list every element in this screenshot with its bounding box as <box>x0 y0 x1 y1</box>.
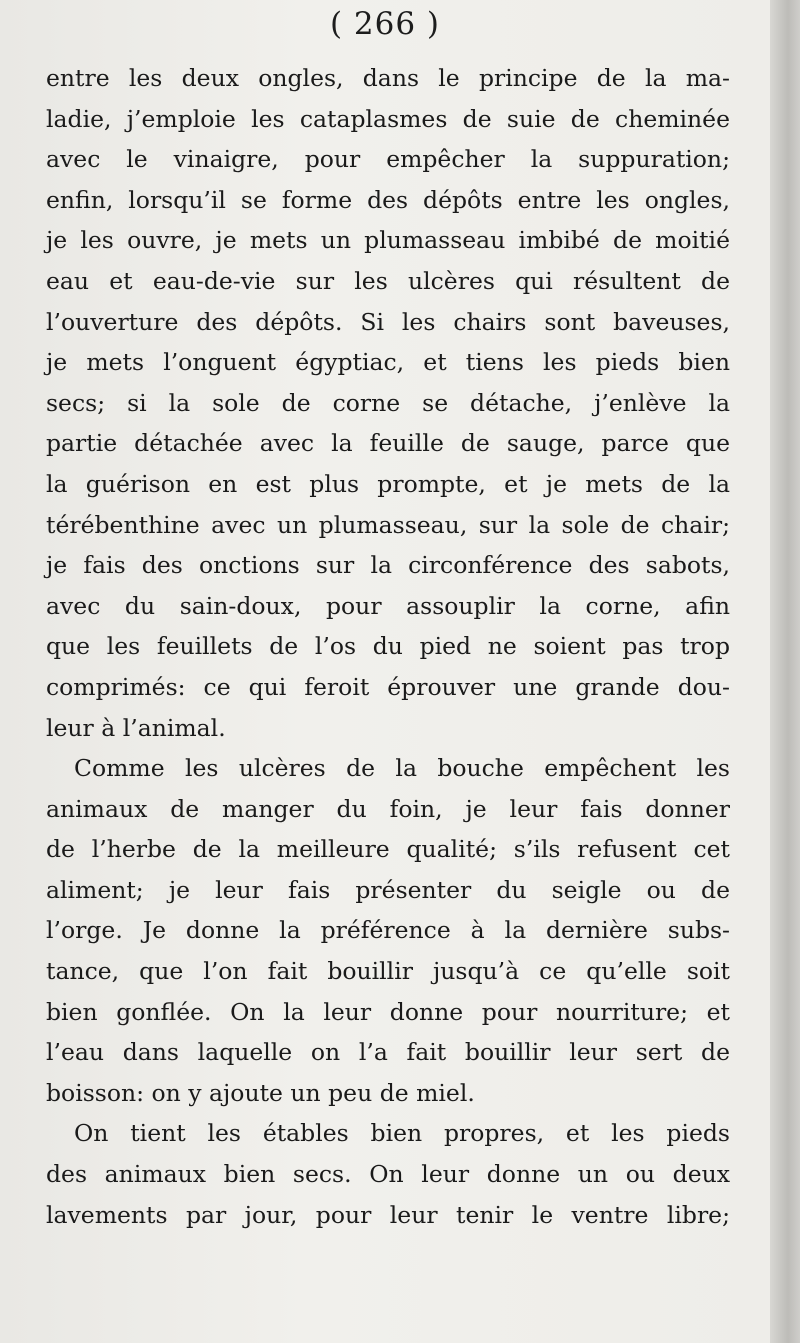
page-number: ( 266 ) <box>329 6 441 42</box>
text-line: que les feuillets de l’os du pied ne soient pas trop <box>46 632 730 661</box>
text-line: lavements par jour, pour leur tenir le ventre libre; <box>46 1200 730 1229</box>
paragraph-start-line: On tient les étables bien propres, et les pieds <box>74 1119 730 1148</box>
text-line: la guérison en est plus prompte, et je mets de la <box>46 469 730 498</box>
text-line: enfin, lorsqu’il se forme des dépôts entre les ongles, <box>46 185 730 214</box>
text-line: je fais des onctions sur la circonférence des sabots, <box>46 551 730 580</box>
text-line: comprimés: ce qui feroit éprouver une grande dou- <box>46 672 730 701</box>
text-line: tance, que l’on fait bouillir jusqu’à ce qu’elle soit <box>46 957 730 986</box>
text-line: térébenthine avec un plumasseau, sur la sole de chair; <box>46 510 730 539</box>
text-line: de l’herbe de la meilleure qualité; s’ils refusent cet <box>46 835 730 864</box>
text-line: eau et eau-de-vie sur les ulcères qui résultent de <box>46 266 730 295</box>
text-line: ladie, j’emploie les cataplasmes de suie de cheminée <box>46 104 730 133</box>
text-line: je mets l’onguent égyptiac, et tiens les pieds bien <box>46 348 730 377</box>
text-line: avec du sain-doux, pour assouplir la corne, afin <box>46 591 730 620</box>
text-line: je les ouvre, je mets un plumasseau imbibé de moitié <box>46 226 730 255</box>
text-line: avec le vinaigre, pour empêcher la suppuration; <box>46 145 730 174</box>
text-line: animaux de manger du foin, je leur fais donner <box>46 794 730 823</box>
text-line: entre les deux ongles, dans le principe de la ma- <box>46 64 730 92</box>
text-line: l’ouverture des dépôts. Si les chairs sont baveuses, <box>46 307 730 336</box>
text-line: l’eau dans laquelle on l’a fait bouillir leur sert de <box>46 1038 730 1067</box>
book-gutter <box>770 0 800 1343</box>
text-line: des animaux bien secs. On leur donne un ou deux <box>46 1160 730 1189</box>
text-line: secs; si la sole de corne se détache, j’enlève la <box>46 388 730 417</box>
page-text <box>46 58 730 1235</box>
paragraph-end-line: leur à l’animal. <box>46 713 226 742</box>
paragraph-start-line: Comme les ulcères de la bouche empêchent les <box>74 754 730 783</box>
text-line: l’orge. Je donne la préférence à la dernière subs- <box>46 916 730 945</box>
text-line: aliment; je leur fais présenter du seigle ou de <box>46 875 730 904</box>
text-line: bien gonflée. On la leur donne pour nourriture; et <box>46 997 730 1026</box>
paragraph-end-line: boisson: on y ajoute un peu de miel. <box>46 1078 475 1107</box>
text-line: partie détachée avec la feuille de sauge, parce que <box>46 429 730 458</box>
